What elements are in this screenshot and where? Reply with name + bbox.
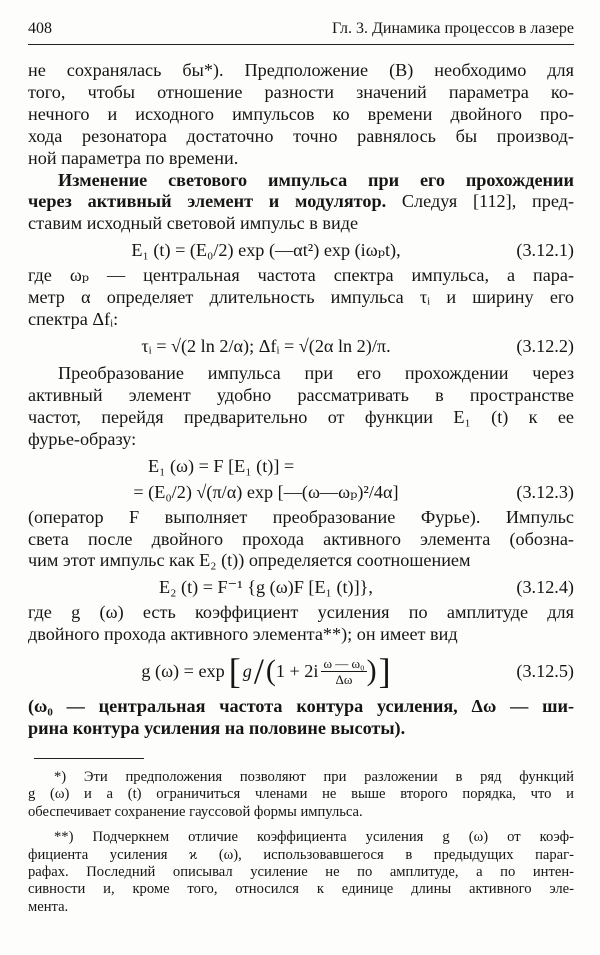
equation-formula: E₁ (ω) = F [E₁ (t)] = bbox=[148, 455, 295, 476]
footnote-1 bbox=[28, 769, 574, 821]
bracket-open: [ bbox=[228, 651, 241, 692]
paren-close: ) bbox=[366, 654, 377, 688]
text-line: ной параметра по времени. bbox=[28, 147, 239, 168]
footnote-line: обеспечивает сохранение гауссовой формы импульса. bbox=[28, 803, 363, 820]
fraction-denominator: Δω bbox=[335, 671, 353, 687]
equation-3-12-2 bbox=[28, 333, 574, 359]
footnote-separator bbox=[34, 758, 144, 759]
footnote-line: фициента усиления ϰ (ω), использовавшегося в предыдущих параг- bbox=[28, 846, 574, 863]
paragraph-pulse-change bbox=[28, 170, 574, 236]
paragraph-continued bbox=[28, 60, 574, 170]
text-line: света после двойного прохода активного элемента (обозна- bbox=[28, 528, 574, 549]
footnote-line: мента. bbox=[28, 898, 69, 915]
text-line: не сохранялась бы*). Предположение (В) необходимо для bbox=[28, 60, 574, 80]
equation-3-12-4 bbox=[28, 574, 574, 600]
text-line: где ωₚ — центральная частота спектра импульса, а пара- bbox=[28, 265, 574, 286]
text-line: метр α определяет длительность импульса τᵢ и ширину его bbox=[28, 287, 574, 308]
equation-number: (3.12.3) bbox=[516, 481, 574, 502]
text-line: (оператор F выполняет преобразование Фурье). Импульс bbox=[28, 506, 574, 527]
equation-3-12-5 bbox=[28, 648, 574, 694]
text-line bbox=[28, 170, 574, 192]
text-line: того, чтобы отношение разности значений параметра ко- bbox=[28, 81, 574, 102]
equation-formula: E₂ (t) = F⁻¹ {g (ω)F [E₁ (t)]}, bbox=[159, 577, 373, 598]
fraction bbox=[321, 656, 366, 687]
paragraph-definitions bbox=[28, 265, 574, 331]
equation-number: (3.12.2) bbox=[516, 335, 574, 356]
equation-lhs: g (ω) = exp bbox=[141, 661, 225, 682]
footnote-line: сивности и, кроме того, относился к единице длины активного эле- bbox=[28, 881, 574, 898]
text-line: рина контура усиления на половине высоты). bbox=[28, 718, 406, 739]
run-in-heading-cont: через активный элемент и модулятор. bbox=[28, 191, 387, 212]
text-line: двойного прохода активного элемента**); он имеет вид bbox=[28, 624, 458, 645]
bracket-close: ] bbox=[378, 651, 391, 692]
text-run: Следуя [112], пред- bbox=[401, 191, 574, 212]
slash: / bbox=[253, 651, 264, 692]
footnotes bbox=[28, 769, 574, 916]
equation-formula bbox=[28, 648, 504, 694]
paren-open: ( bbox=[265, 654, 276, 688]
paragraph-fourier bbox=[28, 363, 574, 451]
text-line: фурье-образу: bbox=[28, 428, 137, 449]
fraction-numerator: ω — ω₀ bbox=[323, 655, 365, 671]
footnote-line: рафах. Последний описывал усиление не по амплитуде, а по интен- bbox=[28, 863, 574, 880]
paragraph-gain bbox=[28, 602, 574, 646]
text-line: частот, перейдя предварительно от функции E₁ (t) к ее bbox=[28, 406, 574, 427]
equation-g: g bbox=[242, 661, 252, 682]
footnote-2 bbox=[28, 829, 574, 916]
paragraph-operator bbox=[28, 507, 574, 573]
text-line: где g (ω) есть коэффициент усиления по амплитуде для bbox=[28, 602, 574, 623]
equation-formula: τᵢ = √(2 ln 2/α); Δfᵢ = √(2α ln 2)/π. bbox=[141, 335, 391, 356]
equation-one-plus: 1 + 2i bbox=[275, 661, 319, 682]
text-line: хода резонатора достаточно точно равнялось бы производ- bbox=[28, 125, 574, 146]
equation-formula: = (E₀/2) √(π/α) exp [—(ω—ωₚ)²/4α] bbox=[133, 481, 399, 502]
footnote-line: g (ω) и a (t) ограничиться членами не выше второго порядка, что и bbox=[28, 786, 574, 803]
text-line: (ω₀ — центральная частота контура усиления, Δω — ши- bbox=[28, 696, 574, 717]
text-line: чим этот импульс как E₂ (t)) определяется соотношением bbox=[28, 550, 471, 571]
running-header bbox=[28, 18, 574, 45]
equation-3-12-1 bbox=[28, 237, 574, 263]
footnote-line: *) Эти предположения позволяют при разложении в ряд функций bbox=[54, 768, 574, 785]
footnote-line: **) Подчеркнем отличие коэффициента усиления g (ω) от коэф- bbox=[54, 829, 574, 846]
equation-3-12-3-line2 bbox=[28, 479, 574, 505]
equation-formula: E₁ (t) = (E₀/2) exp (—αt²) exp (iωₚt), bbox=[131, 240, 401, 261]
main-text bbox=[28, 60, 574, 916]
equation-number: (3.12.5) bbox=[516, 661, 574, 682]
text-line: ставим исходный световой импульс в виде bbox=[28, 213, 359, 234]
page-number: 408 bbox=[28, 20, 52, 37]
equation-3-12-3-line1 bbox=[28, 455, 574, 477]
text-line: нечного и исходного импульсов ко времени двойного про- bbox=[28, 103, 574, 124]
run-in-heading: Изменение светового импульса при его прохождении bbox=[58, 169, 574, 190]
text-line: спектра Δfᵢ: bbox=[28, 309, 119, 330]
running-title: Гл. 3. Динамика процессов в лазере bbox=[331, 20, 574, 37]
text-line: Преобразование импульса при его прохождении через bbox=[58, 362, 574, 383]
equation-number: (3.12.1) bbox=[516, 240, 574, 261]
text-line bbox=[28, 191, 574, 213]
text-line: активный элемент удобно рассматривать в пространстве bbox=[28, 384, 574, 405]
equation-number: (3.12.4) bbox=[516, 577, 574, 598]
paragraph-omega bbox=[28, 696, 574, 740]
